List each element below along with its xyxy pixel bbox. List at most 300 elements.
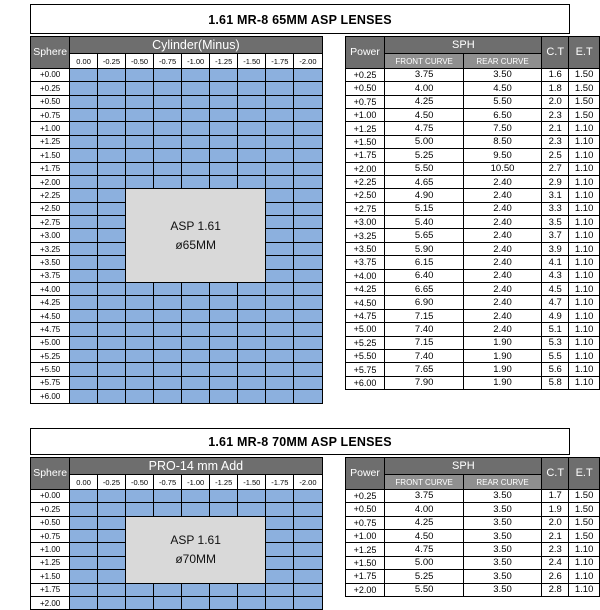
cylinder-data-cell[interactable]	[154, 95, 182, 108]
cylinder-data-cell[interactable]	[294, 256, 322, 269]
cylinder-data-cell[interactable]	[154, 175, 182, 188]
cylinder-data-cell[interactable]	[210, 82, 238, 95]
cylinder-data-cell[interactable]	[266, 309, 294, 322]
cylinder-data-cell[interactable]	[182, 175, 210, 188]
cylinder-data-cell[interactable]	[154, 503, 182, 516]
cylinder-data-cell[interactable]	[266, 556, 294, 569]
power-table-65mm	[345, 36, 600, 390]
cylinder-data-cell[interactable]	[70, 122, 98, 135]
cylinder-data-cell[interactable]	[182, 82, 210, 95]
cylinder-data-cell[interactable]	[182, 503, 210, 516]
cylinder-data-cell[interactable]	[182, 135, 210, 148]
cylinder-data-cell[interactable]	[154, 323, 182, 336]
cylinder-data-cell[interactable]	[154, 309, 182, 322]
cylinder-data-cell[interactable]	[154, 390, 182, 403]
table-row	[345, 516, 599, 529]
cylinder-data-cell[interactable]	[126, 323, 154, 336]
cylinder-data-cell[interactable]	[266, 323, 294, 336]
cylinder-data-cell[interactable]	[294, 216, 322, 229]
cylinder-data-cell[interactable]	[70, 363, 98, 376]
et-value-cell: 1.10	[569, 162, 600, 175]
cylinder-data-cell[interactable]	[182, 162, 210, 175]
cylinder-data-cell[interactable]	[294, 583, 322, 596]
cylinder-data-cell[interactable]	[97, 95, 125, 108]
cylinder-data-cell[interactable]	[182, 108, 210, 121]
cylinder-data-cell[interactable]	[266, 529, 294, 542]
cylinder-data-cell[interactable]	[182, 309, 210, 322]
power-value-cell: +1.50	[345, 556, 385, 569]
cylinder-data-cell[interactable]	[97, 68, 125, 81]
cylinder-data-cell[interactable]	[70, 570, 98, 583]
cylinder-data-cell[interactable]	[210, 596, 238, 609]
et-column-header: E.T	[569, 458, 600, 490]
cylinder-data-cell[interactable]	[70, 175, 98, 188]
table-row	[345, 256, 599, 269]
cylinder-data-cell[interactable]	[238, 82, 266, 95]
cylinder-data-cell[interactable]	[294, 95, 322, 108]
et-value-cell: 1.10	[569, 570, 600, 583]
cylinder-data-cell[interactable]	[126, 68, 154, 81]
cylinder-data-cell[interactable]	[294, 229, 322, 242]
cylinder-data-cell[interactable]	[97, 242, 125, 255]
cylinder-data-cell[interactable]	[70, 336, 98, 349]
cylinder-data-cell[interactable]	[266, 570, 294, 583]
cylinder-data-cell[interactable]	[266, 390, 294, 403]
cylinder-data-cell[interactable]	[210, 122, 238, 135]
cylinder-data-cell[interactable]	[97, 363, 125, 376]
cylinder-data-cell[interactable]	[238, 363, 266, 376]
cylinder-data-cell[interactable]	[97, 283, 125, 296]
front-curve-header: FRONT CURVE	[385, 54, 463, 68]
cylinder-data-cell[interactable]	[238, 349, 266, 362]
cylinder-data-cell[interactable]	[154, 82, 182, 95]
cylinder-data-cell[interactable]	[238, 376, 266, 389]
cylinder-data-cell[interactable]	[238, 323, 266, 336]
table-row	[31, 503, 323, 516]
cylinder-data-cell[interactable]	[238, 68, 266, 81]
cylinder-data-cell[interactable]	[97, 516, 125, 529]
cylinder-data-cell[interactable]	[294, 122, 322, 135]
cylinder-data-cell[interactable]	[294, 390, 322, 403]
et-value-cell: 1.50	[569, 68, 600, 81]
cylinder-data-cell[interactable]	[70, 296, 98, 309]
overlay-label-line2: ø65MM	[175, 237, 216, 252]
cylinder-table-65mm	[30, 36, 323, 404]
cylinder-data-cell[interactable]	[210, 68, 238, 81]
cylinder-data-cell[interactable]	[238, 596, 266, 609]
cylinder-data-cell[interactable]	[154, 336, 182, 349]
cylinder-data-cell[interactable]	[294, 543, 322, 556]
cylinder-data-cell[interactable]	[210, 323, 238, 336]
cylinder-data-cell[interactable]	[97, 162, 125, 175]
cylinder-values-row	[31, 475, 323, 489]
front-curve-header: FRONT CURVE	[385, 475, 463, 489]
cylinder-data-cell[interactable]	[154, 349, 182, 362]
cylinder-data-cell[interactable]	[238, 149, 266, 162]
cylinder-data-cell[interactable]	[126, 349, 154, 362]
cylinder-data-cell[interactable]	[210, 336, 238, 349]
table-row	[345, 82, 599, 95]
cylinder-data-cell[interactable]	[182, 376, 210, 389]
cylinder-data-cell[interactable]	[182, 390, 210, 403]
cylinder-data-cell[interactable]	[210, 309, 238, 322]
power-value-cell: +3.00	[345, 216, 385, 229]
cylinder-data-cell[interactable]	[154, 376, 182, 389]
cylinder-data-cell[interactable]	[266, 175, 294, 188]
lens-table-block-65mm	[0, 4, 600, 404]
cylinder-data-cell[interactable]	[294, 503, 322, 516]
cylinder-data-cell[interactable]	[97, 82, 125, 95]
cylinder-data-cell[interactable]	[266, 336, 294, 349]
cylinder-data-cell[interactable]	[154, 108, 182, 121]
cylinder-values-row	[31, 54, 323, 68]
cylinder-data-cell[interactable]	[294, 309, 322, 322]
cylinder-data-cell[interactable]	[266, 68, 294, 81]
cylinder-data-cell[interactable]	[97, 529, 125, 542]
cylinder-data-cell[interactable]	[97, 135, 125, 148]
cylinder-data-cell[interactable]	[210, 135, 238, 148]
cylinder-data-cell[interactable]	[126, 336, 154, 349]
cylinder-data-cell[interactable]	[97, 122, 125, 135]
cylinder-data-cell[interactable]	[154, 68, 182, 81]
cylinder-data-cell[interactable]	[238, 108, 266, 121]
cylinder-data-cell[interactable]	[238, 122, 266, 135]
cylinder-data-cell[interactable]	[266, 149, 294, 162]
cylinder-data-cell[interactable]	[210, 95, 238, 108]
cylinder-data-cell[interactable]	[294, 363, 322, 376]
cylinder-data-cell[interactable]	[70, 135, 98, 148]
table-row	[345, 529, 599, 542]
cylinder-data-cell[interactable]	[266, 82, 294, 95]
cylinder-data-cell[interactable]	[97, 202, 125, 215]
cylinder-data-cell[interactable]	[266, 216, 294, 229]
cylinder-data-cell[interactable]	[97, 390, 125, 403]
cylinder-data-cell[interactable]	[294, 162, 322, 175]
cylinder-data-cell[interactable]	[70, 376, 98, 389]
cylinder-data-cell[interactable]	[126, 108, 154, 121]
cylinder-data-cell[interactable]	[97, 229, 125, 242]
cylinder-data-cell[interactable]	[182, 323, 210, 336]
cylinder-data-cell[interactable]	[126, 583, 154, 596]
table-row	[31, 583, 323, 596]
rear-curve-cell: 2.40	[463, 296, 541, 309]
sphere-value-cell: +2.50	[31, 202, 70, 215]
et-value-cell: 1.10	[569, 336, 600, 349]
cylinder-data-cell[interactable]	[266, 95, 294, 108]
cylinder-data-cell[interactable]	[266, 122, 294, 135]
table-row	[345, 175, 599, 188]
cylinder-data-cell[interactable]	[97, 349, 125, 362]
cylinder-data-cell[interactable]	[266, 349, 294, 362]
et-value-cell: 1.10	[569, 556, 600, 569]
cylinder-data-cell[interactable]	[70, 349, 98, 362]
cylinder-data-cell[interactable]	[97, 256, 125, 269]
cylinder-data-cell[interactable]	[266, 256, 294, 269]
table-row	[345, 583, 599, 596]
cylinder-data-cell[interactable]	[294, 149, 322, 162]
cylinder-data-cell[interactable]	[97, 596, 125, 609]
cylinder-data-cell[interactable]	[70, 256, 98, 269]
cylinder-data-cell[interactable]	[210, 283, 238, 296]
cylinder-data-cell[interactable]	[97, 175, 125, 188]
sphere-value-cell: +2.75	[31, 216, 70, 229]
cylinder-data-cell[interactable]	[294, 175, 322, 188]
cylinder-data-cell[interactable]	[294, 68, 322, 81]
cylinder-data-cell[interactable]	[182, 349, 210, 362]
cylinder-data-cell[interactable]	[70, 516, 98, 529]
cylinder-data-cell[interactable]	[126, 376, 154, 389]
cylinder-data-cell[interactable]	[238, 175, 266, 188]
cylinder-data-cell[interactable]	[294, 296, 322, 309]
cylinder-data-cell[interactable]	[70, 82, 98, 95]
cylinder-data-cell[interactable]	[238, 162, 266, 175]
cylinder-data-cell[interactable]	[154, 149, 182, 162]
cylinder-data-cell[interactable]	[210, 503, 238, 516]
cylinder-data-cell[interactable]	[70, 503, 98, 516]
cylinder-data-cell[interactable]	[70, 202, 98, 215]
power-value-cell: +2.50	[345, 189, 385, 202]
front-curve-cell: 5.90	[385, 242, 463, 255]
cylinder-data-cell[interactable]	[97, 570, 125, 583]
cylinder-data-cell[interactable]	[70, 596, 98, 609]
cylinder-data-cell[interactable]	[294, 349, 322, 362]
cylinder-data-cell[interactable]	[70, 543, 98, 556]
cylinder-data-cell[interactable]	[182, 95, 210, 108]
cylinder-data-cell[interactable]	[70, 529, 98, 542]
cylinder-data-cell[interactable]	[70, 556, 98, 569]
cylinder-column-header: -0.50	[126, 475, 154, 489]
cylinder-data-cell[interactable]	[97, 336, 125, 349]
cylinder-data-cell[interactable]	[210, 376, 238, 389]
cylinder-data-cell[interactable]	[70, 68, 98, 81]
cylinder-data-cell[interactable]	[294, 283, 322, 296]
cylinder-data-cell[interactable]	[70, 189, 98, 202]
cylinder-data-cell[interactable]	[182, 596, 210, 609]
cylinder-data-cell[interactable]	[154, 583, 182, 596]
cylinder-data-cell[interactable]	[70, 216, 98, 229]
cylinder-data-cell[interactable]	[154, 122, 182, 135]
cylinder-data-cell[interactable]	[294, 82, 322, 95]
cylinder-data-cell[interactable]	[238, 296, 266, 309]
cylinder-data-cell[interactable]	[266, 162, 294, 175]
cylinder-data-cell[interactable]	[126, 95, 154, 108]
cylinder-data-cell[interactable]	[97, 149, 125, 162]
cylinder-data-cell[interactable]	[182, 149, 210, 162]
cylinder-data-cell[interactable]	[182, 296, 210, 309]
cylinder-data-cell[interactable]	[126, 149, 154, 162]
et-value-cell: 1.10	[569, 202, 600, 215]
cylinder-data-cell[interactable]	[294, 336, 322, 349]
cylinder-data-cell[interactable]	[126, 596, 154, 609]
cylinder-data-cell[interactable]	[266, 516, 294, 529]
cylinder-data-cell[interactable]	[70, 162, 98, 175]
cylinder-data-cell[interactable]	[70, 283, 98, 296]
power-value-cell: +5.75	[345, 363, 385, 376]
cylinder-data-cell[interactable]	[238, 95, 266, 108]
cylinder-data-cell[interactable]	[182, 489, 210, 502]
cylinder-data-cell[interactable]	[294, 323, 322, 336]
cylinder-data-cell[interactable]	[182, 583, 210, 596]
cylinder-data-cell[interactable]	[97, 503, 125, 516]
cylinder-data-cell[interactable]	[97, 309, 125, 322]
cylinder-data-cell[interactable]	[97, 556, 125, 569]
cylinder-data-cell[interactable]	[266, 596, 294, 609]
table-row	[345, 336, 599, 349]
cylinder-data-cell[interactable]	[97, 543, 125, 556]
cylinder-data-cell[interactable]	[70, 309, 98, 322]
cylinder-data-cell[interactable]	[126, 363, 154, 376]
front-curve-cell: 4.50	[385, 529, 463, 542]
cylinder-data-cell[interactable]	[294, 189, 322, 202]
cylinder-data-cell[interactable]	[97, 189, 125, 202]
sphere-value-cell: +4.00	[31, 283, 70, 296]
rear-curve-header: REAR CURVE	[463, 54, 541, 68]
cylinder-data-cell[interactable]	[154, 135, 182, 148]
cylinder-data-cell[interactable]	[210, 583, 238, 596]
cylinder-data-cell[interactable]	[70, 489, 98, 502]
cylinder-data-cell[interactable]	[70, 242, 98, 255]
cylinder-data-cell[interactable]	[294, 489, 322, 502]
cylinder-data-cell[interactable]	[182, 336, 210, 349]
front-curve-cell: 5.25	[385, 570, 463, 583]
cylinder-data-cell[interactable]	[238, 390, 266, 403]
cylinder-data-cell[interactable]	[70, 108, 98, 121]
cylinder-data-cell[interactable]	[70, 229, 98, 242]
cylinder-data-cell[interactable]	[266, 363, 294, 376]
cylinder-data-cell[interactable]	[126, 175, 154, 188]
cylinder-data-cell[interactable]	[294, 570, 322, 583]
cylinder-data-cell[interactable]	[97, 583, 125, 596]
cylinder-data-cell[interactable]	[294, 529, 322, 542]
cylinder-data-cell[interactable]	[238, 283, 266, 296]
cylinder-data-cell[interactable]	[210, 363, 238, 376]
et-value-cell: 1.10	[569, 189, 600, 202]
rear-curve-cell: 3.50	[463, 583, 541, 596]
cylinder-data-cell[interactable]	[70, 95, 98, 108]
cylinder-data-cell[interactable]	[97, 489, 125, 502]
cylinder-data-cell[interactable]	[266, 376, 294, 389]
rear-curve-cell: 3.50	[463, 516, 541, 529]
cylinder-data-cell[interactable]	[126, 390, 154, 403]
cylinder-data-cell[interactable]	[210, 162, 238, 175]
cylinder-data-cell[interactable]	[210, 489, 238, 502]
cylinder-data-cell[interactable]	[210, 149, 238, 162]
cylinder-data-cell[interactable]	[238, 583, 266, 596]
cylinder-data-cell[interactable]	[70, 323, 98, 336]
sphere-value-cell: +5.00	[31, 336, 70, 349]
cylinder-data-cell[interactable]	[238, 489, 266, 502]
et-value-cell: 1.10	[569, 135, 600, 148]
cylinder-data-cell[interactable]	[97, 269, 125, 282]
cylinder-data-cell[interactable]	[294, 202, 322, 215]
cylinder-data-cell[interactable]	[182, 283, 210, 296]
rear-curve-cell: 5.50	[463, 95, 541, 108]
cylinder-data-cell[interactable]	[70, 390, 98, 403]
cylinder-data-cell[interactable]	[126, 489, 154, 502]
cylinder-data-cell[interactable]	[126, 122, 154, 135]
cylinder-data-cell[interactable]	[70, 149, 98, 162]
cylinder-data-cell[interactable]	[294, 108, 322, 121]
cylinder-data-cell[interactable]	[266, 489, 294, 502]
cylinder-data-cell[interactable]	[266, 296, 294, 309]
cylinder-data-cell[interactable]	[70, 269, 98, 282]
ct-value-cell: 2.6	[542, 570, 569, 583]
cylinder-data-cell[interactable]	[210, 296, 238, 309]
cylinder-data-cell[interactable]	[294, 596, 322, 609]
et-value-cell: 1.50	[569, 516, 600, 529]
cylinder-data-cell[interactable]	[294, 376, 322, 389]
cylinder-data-cell[interactable]	[97, 323, 125, 336]
table-row	[31, 149, 323, 162]
cylinder-data-cell[interactable]	[294, 242, 322, 255]
cylinder-data-cell[interactable]	[294, 269, 322, 282]
cylinder-data-cell[interactable]	[210, 349, 238, 362]
cylinder-data-cell[interactable]	[266, 283, 294, 296]
cylinder-data-cell[interactable]	[238, 336, 266, 349]
cylinder-data-cell[interactable]	[266, 202, 294, 215]
cylinder-data-cell[interactable]	[182, 363, 210, 376]
cylinder-data-cell[interactable]	[126, 296, 154, 309]
cylinder-data-cell[interactable]	[97, 296, 125, 309]
cylinder-data-cell[interactable]	[210, 108, 238, 121]
front-curve-cell: 7.15	[385, 336, 463, 349]
et-value-cell: 1.10	[569, 543, 600, 556]
cylinder-column-header: -0.25	[97, 54, 125, 68]
cylinder-data-cell[interactable]	[294, 556, 322, 569]
cylinder-data-cell[interactable]	[266, 189, 294, 202]
cylinder-data-cell[interactable]	[154, 596, 182, 609]
cylinder-data-cell[interactable]	[97, 376, 125, 389]
cylinder-data-cell[interactable]	[266, 108, 294, 121]
cylinder-data-cell[interactable]	[266, 242, 294, 255]
cylinder-data-cell[interactable]	[266, 503, 294, 516]
cylinder-data-cell[interactable]	[294, 135, 322, 148]
cylinder-data-cell[interactable]	[154, 363, 182, 376]
table-row	[345, 122, 599, 135]
cylinder-data-cell[interactable]	[238, 135, 266, 148]
cylinder-data-cell[interactable]	[210, 175, 238, 188]
cylinder-data-cell[interactable]	[266, 135, 294, 148]
cylinder-data-cell[interactable]	[266, 583, 294, 596]
cylinder-data-cell[interactable]	[154, 296, 182, 309]
cylinder-data-cell[interactable]	[182, 68, 210, 81]
cylinder-data-cell[interactable]	[126, 503, 154, 516]
cylinder-data-cell[interactable]	[97, 216, 125, 229]
cylinder-data-cell[interactable]	[97, 108, 125, 121]
front-curve-cell: 6.40	[385, 269, 463, 282]
cylinder-data-cell[interactable]	[210, 390, 238, 403]
ct-value-cell: 2.0	[542, 95, 569, 108]
cylinder-data-cell[interactable]	[182, 122, 210, 135]
cylinder-data-cell[interactable]	[238, 503, 266, 516]
cylinder-data-cell[interactable]	[126, 283, 154, 296]
cylinder-data-cell[interactable]	[70, 583, 98, 596]
cylinder-data-cell[interactable]	[126, 162, 154, 175]
table-row	[31, 68, 323, 81]
cylinder-data-cell[interactable]	[266, 229, 294, 242]
cylinder-data-cell[interactable]	[154, 162, 182, 175]
cylinder-data-cell[interactable]	[266, 543, 294, 556]
cylinder-data-cell[interactable]	[154, 283, 182, 296]
cylinder-data-cell[interactable]	[154, 489, 182, 502]
ct-value-cell: 5.6	[542, 363, 569, 376]
cylinder-data-cell[interactable]	[266, 269, 294, 282]
cylinder-data-cell[interactable]	[126, 309, 154, 322]
cylinder-data-cell[interactable]	[126, 135, 154, 148]
cylinder-data-cell[interactable]	[126, 82, 154, 95]
cylinder-data-cell[interactable]	[238, 309, 266, 322]
cylinder-data-cell[interactable]	[294, 516, 322, 529]
